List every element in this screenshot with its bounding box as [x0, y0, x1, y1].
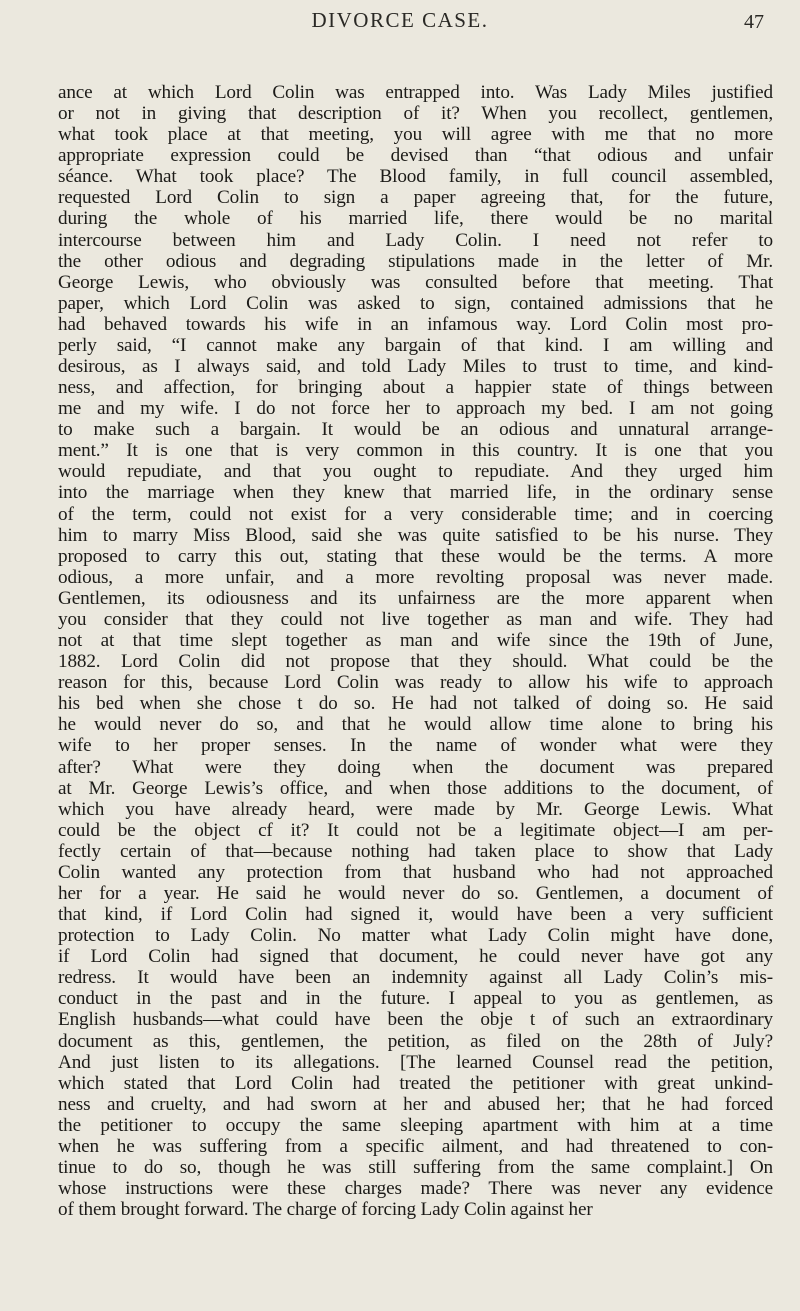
running-head [0, 8, 800, 40]
text-line: to make such a bargain. It would be an odious and unnatural arrange- [58, 419, 773, 441]
text-line: that kind, if Lord Colin had signed it, would have been a very sufficient [58, 904, 773, 926]
text-line: not at that time slept together as man and wife since the 19th of June, [58, 630, 773, 652]
text-line: paper, which Lord Colin was asked to sign, contained admissions that he [58, 292, 773, 314]
text-line: intercourse between him and Lady Colin. I need not refer to [58, 229, 773, 251]
text-line: he would never do so, and that he would allow time alone to bring his [58, 714, 773, 736]
text-line: ment.” It is one that is very common in this country. It is one that you [58, 440, 773, 462]
text-line: document as this, gentlemen, the petition, as filed on the 28th of July? [58, 1030, 773, 1052]
text-line: odious, a more unfair, and a more revolting proposal was never made. [58, 566, 773, 588]
text-line: reason for this, because Lord Colin was ready to allow his wife to approach [58, 672, 773, 694]
text-line: ness, and affection, for bringing about a happier state of things between [58, 377, 773, 399]
text-line: George Lewis, who obviously was consulted before that meeting. That [58, 271, 773, 293]
text-line: English husbands—what could have been the obje t of such an extraordinary [58, 1009, 773, 1031]
text-line: which you have already heard, were made by Mr. George Lewis. What [58, 798, 773, 820]
text-line: redress. It would have been an indemnity against all Lady Colin’s mis- [58, 967, 773, 989]
text-line: 1882. Lord Colin did not propose that they should. What could be the [58, 651, 773, 673]
text-line: perly said, “I cannot make any bargain of that kind. I am willing and [58, 334, 773, 356]
text-line: tinue to do so, though he was still suffering from the same complaint.] On [58, 1156, 773, 1178]
text-line: the petitioner to occupy the same sleeping apartment with him at a time [58, 1114, 773, 1136]
text-line: or not in giving that description of it? When you recollect, gentlemen, [58, 103, 773, 125]
text-line: of the term, could not exist for a very considerable time; and in coercing [58, 503, 773, 525]
text-line: you consider that they could not live together as man and wife. They had [58, 608, 773, 630]
text-line: had behaved towards his wife in an infamous way. Lord Colin most pro- [58, 313, 773, 335]
text-line: wife to her proper senses. In the name of wonder what were they [58, 735, 773, 757]
text-line: And just listen to its allegations. [The learned Counsel read the petition, [58, 1051, 773, 1073]
text-line: séance. What took place? The Blood family, in full council assembled, [58, 166, 773, 188]
text-line: during the whole of his married life, there would be no marital [58, 208, 773, 230]
text-line: the other odious and degrading stipulations made in the letter of Mr. [58, 250, 773, 272]
text-line: which stated that Lord Colin had treated the petitioner with great unkind- [58, 1072, 773, 1094]
page-number: 47 [744, 11, 764, 33]
text-line: her for a year. He said he would never do so. Gentlemen, a document of [58, 882, 773, 904]
text-line: at Mr. George Lewis’s office, and when those additions to the document, of [58, 777, 773, 799]
text-line: ness and cruelty, and had sworn at her and abused her; that he had forced [58, 1093, 773, 1115]
text-line: after? What were they doing when the document was prepared [58, 756, 773, 778]
text-line: requested Lord Colin to sign a paper agreeing that, for the future, [58, 187, 773, 209]
text-line: fectly certain of that—because nothing had taken place to show that Lady [58, 840, 773, 862]
text-line: would repudiate, and that you ought to repudiate. And they urged him [58, 461, 773, 483]
text-line: Gentlemen, its odiousness and its unfairness are the more apparent when [58, 587, 773, 609]
body-text [58, 82, 773, 1220]
text-line: Colin wanted any protection from that husband who had not approached [58, 861, 773, 883]
text-line: whose instructions were these charges made? There was never any evidence [58, 1178, 773, 1200]
text-line: conduct in the past and in the future. I appeal to you as gentlemen, as [58, 988, 773, 1010]
text-line: proposed to carry this out, stating that these would be the terms. A more [58, 545, 773, 567]
running-title: DIVORCE CASE. [311, 8, 489, 32]
text-line: me and my wife. I do not force her to approach my bed. I am not going [58, 398, 773, 420]
text-line: his bed when she chose t do so. He had not talked of doing so. He said [58, 693, 773, 715]
text-line: into the marriage when they knew that married life, in the ordinary sense [58, 482, 773, 504]
text-line: ance at which Lord Colin was entrapped into. Was Lady Miles justified [58, 82, 773, 103]
text-line: of them brought forward. The charge of forcing Lady Colin against her [58, 1199, 593, 1221]
text-line: him to marry Miss Blood, said she was quite satisfied to be his nurse. They [58, 524, 773, 546]
text-line: could be the object cf it? It could not be a legitimate object—I am per- [58, 819, 773, 841]
text-line: protection to Lady Colin. No matter what Lady Colin might have done, [58, 925, 773, 947]
text-line: desirous, as I always said, and told Lady Miles to trust to time, and kind- [58, 356, 773, 378]
text-line: when he was suffering from a specific ailment, and had threatened to con- [58, 1135, 773, 1157]
text-line: what took place at that meeting, you will agree with me that no more [58, 124, 773, 146]
text-line: appropriate expression could be devised than “that odious and unfair [58, 145, 773, 167]
text-line: if Lord Colin had signed that document, he could never have got any [58, 946, 773, 968]
